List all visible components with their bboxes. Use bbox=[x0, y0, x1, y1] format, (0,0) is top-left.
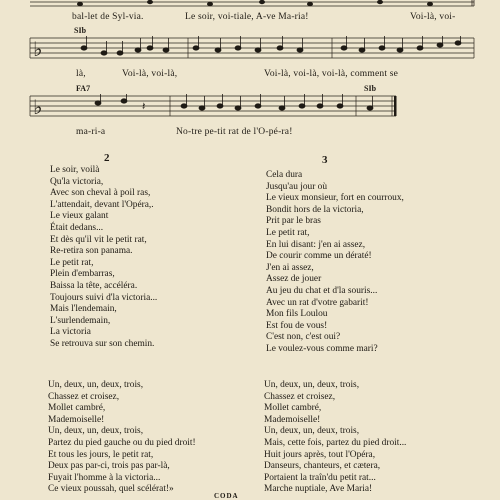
verse-line: Qu'la victoria, bbox=[50, 176, 104, 187]
verse-line: La victoria bbox=[50, 327, 91, 338]
verse-line: Est fou de vous! bbox=[266, 320, 328, 331]
refrain-line: Ce vieux poussah, quel scélérat!» bbox=[48, 484, 174, 495]
verse-line: Mon fils Loulou bbox=[266, 309, 328, 320]
verse-line: Assez de jouer bbox=[266, 274, 322, 285]
refrain-line: Et tous les jours, le petit rat, bbox=[48, 449, 154, 460]
verse-line: Se retrouva sur son chemin. bbox=[50, 338, 155, 349]
verse-line: Le petit rat, bbox=[266, 227, 310, 238]
lyric-fragment: bal-let de Syl-via. bbox=[72, 12, 144, 22]
svg-text:𝄽: 𝄽 bbox=[142, 101, 146, 113]
lyric-fragment: là, bbox=[76, 69, 86, 79]
verse-2 bbox=[50, 165, 157, 351]
verse-line: Le petit rat, bbox=[50, 257, 94, 268]
verse-line: En lui disant: j'en ai assez, bbox=[266, 239, 366, 250]
chord-symbol: SIb bbox=[74, 26, 87, 35]
verse-line: J'en ai assez, bbox=[266, 262, 314, 273]
verse-line: De courir comme un dératé! bbox=[266, 251, 372, 262]
refrain-line: Un, deux, un, deux, trois, bbox=[48, 380, 144, 390]
verse-line: Le voulez-vous comme mari? bbox=[266, 343, 378, 354]
verse-number: 2 bbox=[104, 152, 110, 164]
refrain-line: Mademoiselle! bbox=[48, 414, 105, 425]
svg-text:♭: ♭ bbox=[33, 95, 43, 119]
verse-line: Cela dura bbox=[266, 170, 303, 180]
lyric-fragment: Le soir, voi-tiale, A-ve Ma-ria! bbox=[185, 12, 309, 22]
verse-line: Toujours suivi d'la victoria... bbox=[50, 292, 158, 303]
lyric-fragment: Voi-là, voi- bbox=[410, 12, 456, 22]
verse-line: Jusqu'au jour où bbox=[266, 181, 328, 192]
verse-line: Le vieux galant bbox=[50, 211, 109, 222]
verse-line: Baissa la tête, accéléra. bbox=[50, 280, 138, 291]
verse-line: Plein d'embarras, bbox=[50, 269, 115, 280]
refrain-line: Mais, cette fois, partez du pied droit... bbox=[264, 437, 407, 448]
verse-line: Avec son cheval à poil ras, bbox=[50, 188, 151, 199]
lyric-fragment: Voi-là, voi-là, bbox=[122, 69, 178, 79]
refrain-right bbox=[264, 380, 406, 496]
refrain-line: Mollet cambré, bbox=[264, 403, 322, 414]
lyric-fragment: Voi-là, voi-là, voi-là, comment se bbox=[264, 69, 399, 79]
chord-symbol: SIb bbox=[364, 84, 377, 93]
refrain-line: Huit jours après, tout l'Opéra, bbox=[264, 449, 376, 460]
music-staff-3 bbox=[0, 94, 500, 126]
refrain-line: Danseurs, chanteurs, et cætera, bbox=[264, 461, 381, 472]
refrain-line: Un, deux, un, deux, trois, bbox=[264, 380, 360, 390]
refrain-line: Fuyait l'homme à la victoria... bbox=[48, 472, 161, 483]
verse-line: Re-retira son panama. bbox=[50, 246, 133, 257]
refrain-line: Deux pas par-ci, trois pas par-là, bbox=[48, 461, 170, 472]
verse-line: Le soir, voilà bbox=[50, 165, 100, 175]
verse-number: 3 bbox=[322, 154, 328, 166]
lyric-fragment: ma-ri-a bbox=[76, 127, 106, 137]
refrain-line: Mollet cambré, bbox=[48, 403, 106, 414]
verse-line: Était dedans... bbox=[50, 222, 104, 233]
verse-line: Le vieux monsieur, fort en courroux, bbox=[266, 193, 404, 204]
verse-line: Bondit hors de la victoria, bbox=[266, 204, 364, 215]
refrain-line: Portaient la traîn'du petit rat... bbox=[264, 472, 376, 483]
verse-line: Avec un rat d'votre gabarit! bbox=[266, 297, 369, 308]
verse-line: C'est non, c'est oui? bbox=[266, 332, 341, 343]
verse-line: Prit par le bras bbox=[266, 216, 321, 227]
music-staff-2 bbox=[0, 36, 500, 68]
refrain-line: Un, deux, un, deux, trois, bbox=[48, 426, 144, 437]
refrain-line: Mademoiselle! bbox=[264, 414, 321, 425]
refrain-line: Un, deux, un, deux, trois, bbox=[264, 426, 360, 437]
verse-line: Au jeu du chat et d'la souris... bbox=[266, 285, 378, 296]
refrain-line: Partez du pied gauche ou du pied droit! bbox=[48, 437, 196, 448]
refrain-line: Chassez et croisez, bbox=[264, 391, 336, 402]
lyric-fragment: No-tre pe-tit rat de l'O-pé-ra! bbox=[176, 127, 293, 137]
refrain-left bbox=[48, 380, 196, 496]
chord-symbol: FA7 bbox=[76, 84, 91, 93]
refrain-line: Marche nuptiale, Ave Maria! bbox=[264, 484, 373, 495]
coda-label: CODA bbox=[214, 492, 239, 500]
verse-line: L'surlendemain, bbox=[50, 315, 111, 326]
verse-3 bbox=[266, 170, 404, 356]
refrain-line: Chassez et croisez, bbox=[48, 391, 120, 402]
verse-line: Et dès qu'il vit le petit rat, bbox=[50, 234, 147, 245]
svg-text:♭: ♭ bbox=[33, 37, 43, 61]
verse-line: Mais l'lendemain, bbox=[50, 304, 117, 315]
verse-line: L'attendait, devant l'Opéra,. bbox=[50, 199, 154, 210]
